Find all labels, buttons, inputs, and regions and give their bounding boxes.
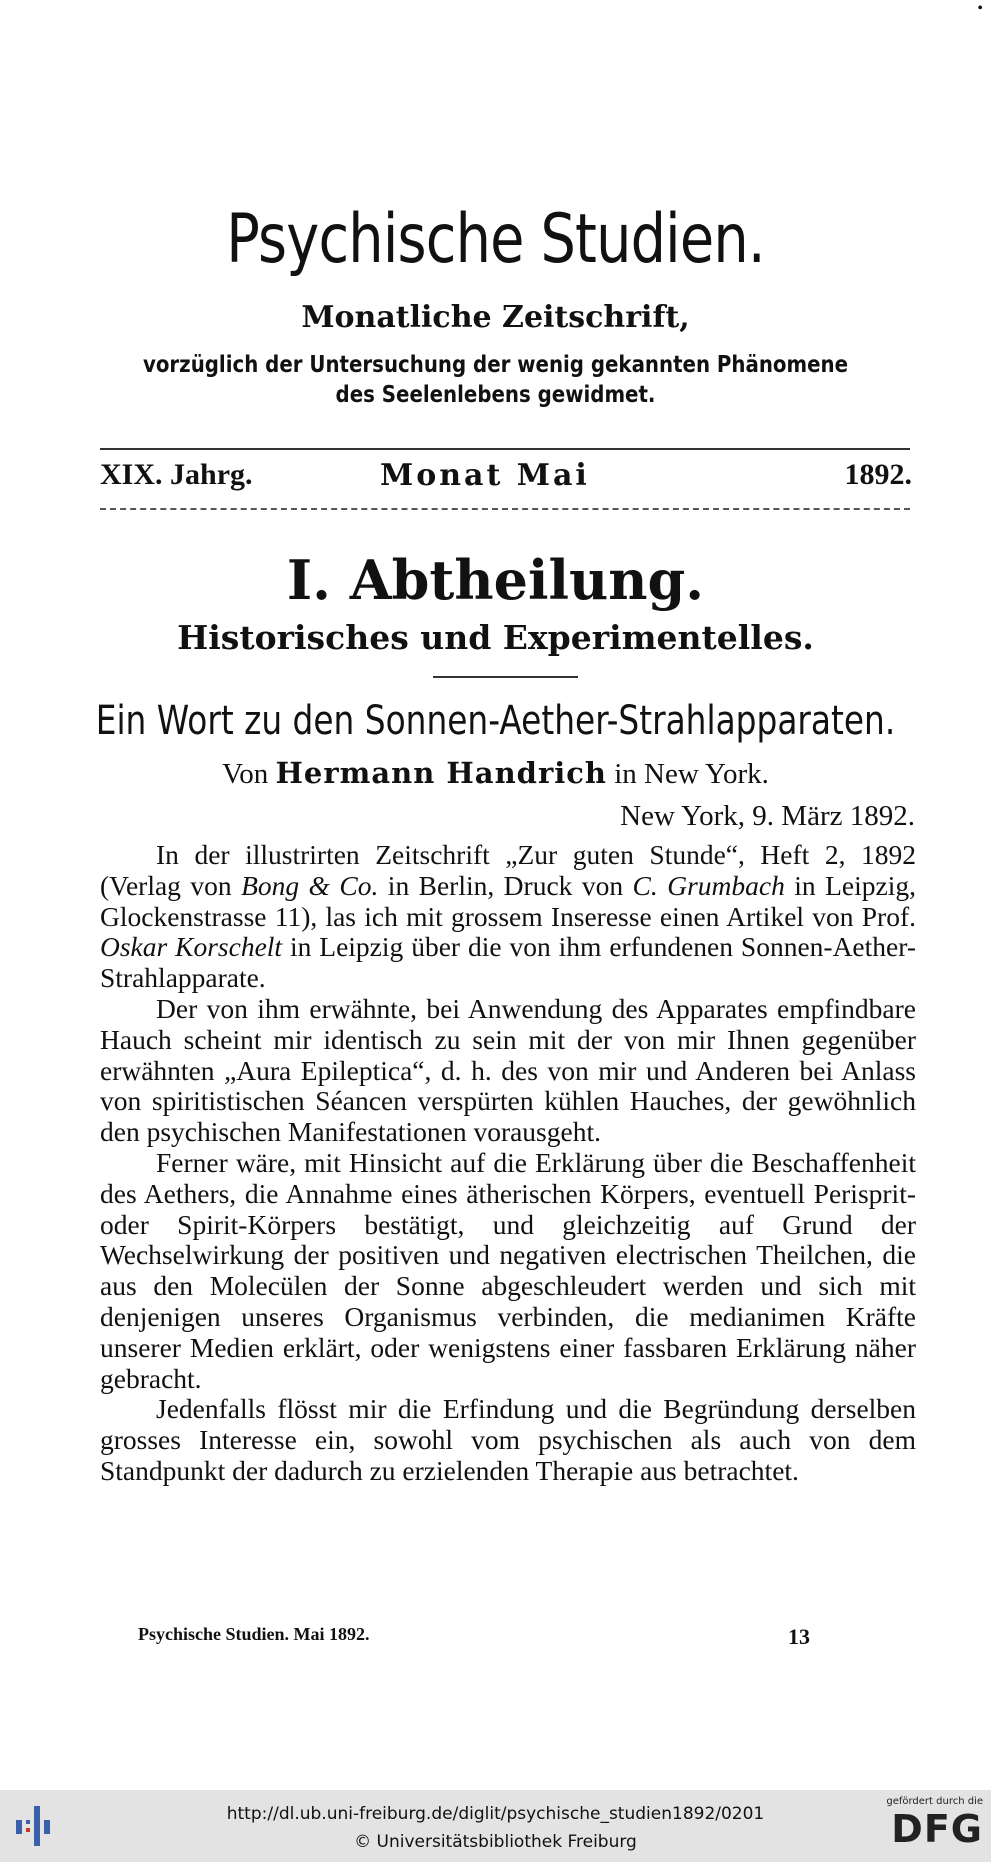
page-footer <box>138 1624 810 1654</box>
paragraph-1-text-c: in Leipzig, Glockenstrasse 11), las ich mit grossem Inseresse einen Artikel von Prof. <box>100 869 916 932</box>
article-title: Ein Wort zu den Sonnen-Aether-Strahlapparaten. <box>95 698 896 744</box>
copyright-notice: © Universitätsbibliothek Freiburg <box>354 1832 637 1852</box>
journal-description-line2: des Seelenlebens gewidmet. <box>335 382 656 408</box>
funder-logo-text: DFG <box>891 1807 983 1851</box>
document-url[interactable]: http://dl.ub.uni-freiburg.de/diglit/psychische_studien1892/0201 <box>226 1804 765 1824</box>
page-number: 13 <box>788 1624 810 1649</box>
issue-month-label: Monat Mai <box>380 458 590 493</box>
issue-year-label: XIX. Jahrg. <box>100 458 253 491</box>
professor-name: Oskar Korschelt <box>100 931 283 963</box>
paragraph-1-text-b: in Berlin, Druck von <box>378 869 633 901</box>
byline-prefix: Von <box>222 758 269 790</box>
funder-caption: gefördert durch die <box>886 1796 983 1807</box>
issue-year: 1892. <box>844 458 912 491</box>
journal-description <box>69 350 921 410</box>
publisher-name: Bong & Co. <box>241 869 379 901</box>
printer-name: C. Grumbach <box>632 869 785 901</box>
section-divider <box>433 676 578 678</box>
paragraph-4: Jedenfalls flösst mir die Erfindung und die Begründung derselben grosses Interesse ein, sowohl vom psychischen als auch von dem Standpunkt der dadurch zu erzielenden Therapie aus betrachtet. <box>100 1393 916 1486</box>
section-title: I. Abtheilung. <box>286 548 705 612</box>
header-rule-top <box>100 448 910 450</box>
paragraph-2: Der von ihm erwähnte, bei Anwendung des Apparates empfindbare Hauch scheint mir identisch zu sein mit der von mir Ihnen gegenüber erwähnten „Aura Epileptica“, d. h. des von mir und Anderen bei Anlass von spiritistischen Séancen verspürten kühlen Hauches, der gewöhnlich den psychischen Manifestationen vorausgeht. <box>100 992 916 1148</box>
section-subtitle: Historisches und Experimentelles. <box>177 618 814 657</box>
article-author: Hermann Handrich <box>275 756 607 790</box>
corner-mark: • <box>977 0 983 17</box>
article-dateline: New York, 9. März 1892. <box>620 800 915 832</box>
paragraph-1-text-a: In der illustrirten Zeitschrift „Zur guten Stunde“, Heft 2, 1892 (Verlag von <box>100 839 916 901</box>
paragraph-1-text-d: in Leipzig über die von ihm erfundenen Sonnen-Aether-Strahlapparate. <box>100 931 916 994</box>
footer-signature: Psychische Studien. Mai 1892. <box>138 1624 370 1644</box>
article-byline <box>0 756 991 791</box>
paragraph-3: Ferner wäre, mit Hinsicht auf die Erklärung über die Beschaffenheit des Aethers, die Annahme eines ätherischen Körpers, eventuell Perisprit- oder Spirit-Körpers bestätigt, und gleichzeitig auf Grund der Wechselwirkung der positiven und negativen electrischen Theilchen, die aus den Molecülen der Sonne abgeschleudert werden und sich mit denjenigen unseres Organismus verbinden, die medianimen Kräfte unserer Medien erklärt, oder wenigstens einer fassbaren Erklärung näher gebracht. <box>100 1146 916 1394</box>
byline-suffix: in New York. <box>614 758 769 790</box>
journal-description-line1: vorzüglich der Untersuchung der wenig gekannten Phänomene <box>142 352 849 378</box>
viewer-footer-bar <box>0 1790 991 1862</box>
paragraph-1 <box>100 840 916 994</box>
dfg-logo-icon[interactable] <box>871 1796 983 1858</box>
journal-subtitle: Monatliche Zeitschrift, <box>301 300 690 335</box>
issue-header <box>100 458 912 498</box>
article-body <box>100 840 916 1487</box>
header-rule-bottom <box>100 508 910 510</box>
journal-title: Psychische Studien. <box>226 200 765 279</box>
